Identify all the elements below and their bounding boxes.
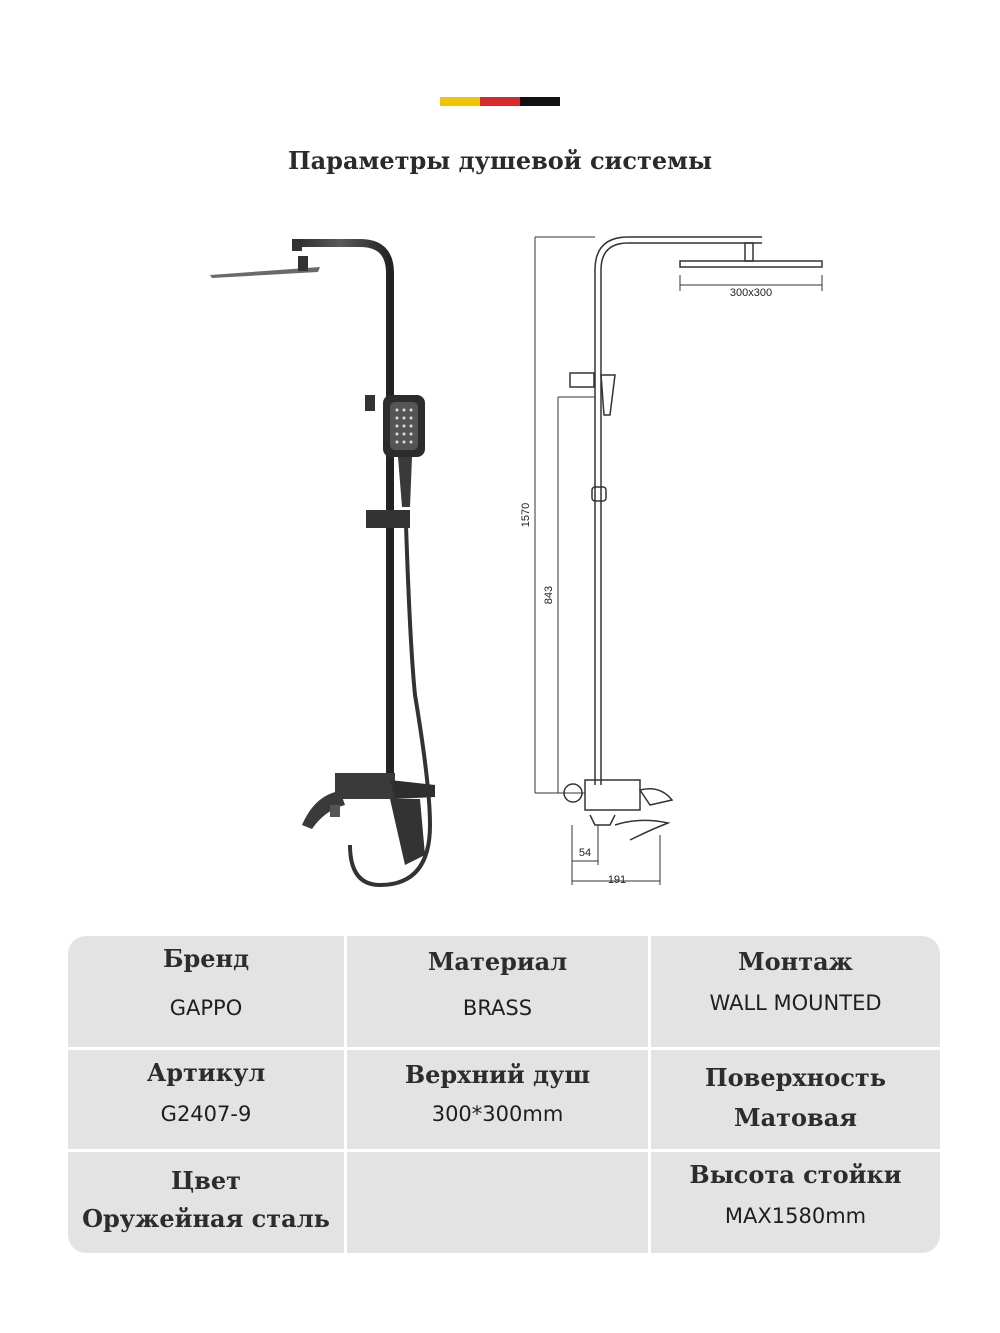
spec-label: Цвет (170, 1166, 241, 1195)
german-flag-stripe (440, 97, 560, 106)
dim-total-height: 1570 (520, 502, 532, 528)
spec-cell-material (347, 936, 648, 1047)
spec-cell-surface (651, 1050, 940, 1149)
spec-cell-mounting (651, 936, 940, 1047)
spec-cell-rain-shower (347, 1050, 648, 1149)
dim-head-size: 300x300 (729, 287, 773, 299)
dim-slide-height: 843 (543, 585, 555, 605)
dim-offset-short: 54 (578, 847, 592, 859)
spec-cell-article (68, 1050, 344, 1149)
spec-label: Поверхность (704, 1063, 887, 1092)
shower-system-illustration (190, 225, 450, 905)
spec-label: Высота стойки (689, 1160, 902, 1189)
spec-value: GAPPO (169, 996, 243, 1020)
flag-black (520, 97, 560, 106)
spec-value: Матовая (734, 1103, 857, 1132)
spec-value: BRASS (462, 996, 533, 1020)
spec-cell-empty (347, 1152, 648, 1253)
spec-label: Материал (427, 947, 568, 976)
spec-value: Оружейная сталь (82, 1204, 330, 1233)
technical-drawing (500, 225, 840, 905)
page-title: Параметры душевой системы (287, 146, 713, 175)
spec-label: Верхний душ (404, 1060, 591, 1089)
spec-value: WALL MOUNTED (709, 991, 882, 1015)
mixer-body (335, 773, 395, 799)
flag-red (480, 97, 520, 106)
spec-value: 300*300mm (431, 1102, 564, 1126)
spec-value: MAX1580mm (724, 1204, 867, 1228)
dim-offset-long: 191 (607, 874, 627, 886)
spec-label: Артикул (146, 1058, 266, 1087)
spec-label: Бренд (162, 944, 250, 973)
flag-yellow (440, 97, 480, 106)
slider-bracket (366, 510, 410, 528)
specs-table (68, 936, 940, 1253)
spec-value: G2407-9 (160, 1102, 252, 1126)
spec-cell-color (68, 1152, 344, 1253)
spec-cell-column-height (651, 1152, 940, 1253)
spec-cell-brand (68, 936, 344, 1047)
spec-label: Монтаж (738, 947, 853, 976)
